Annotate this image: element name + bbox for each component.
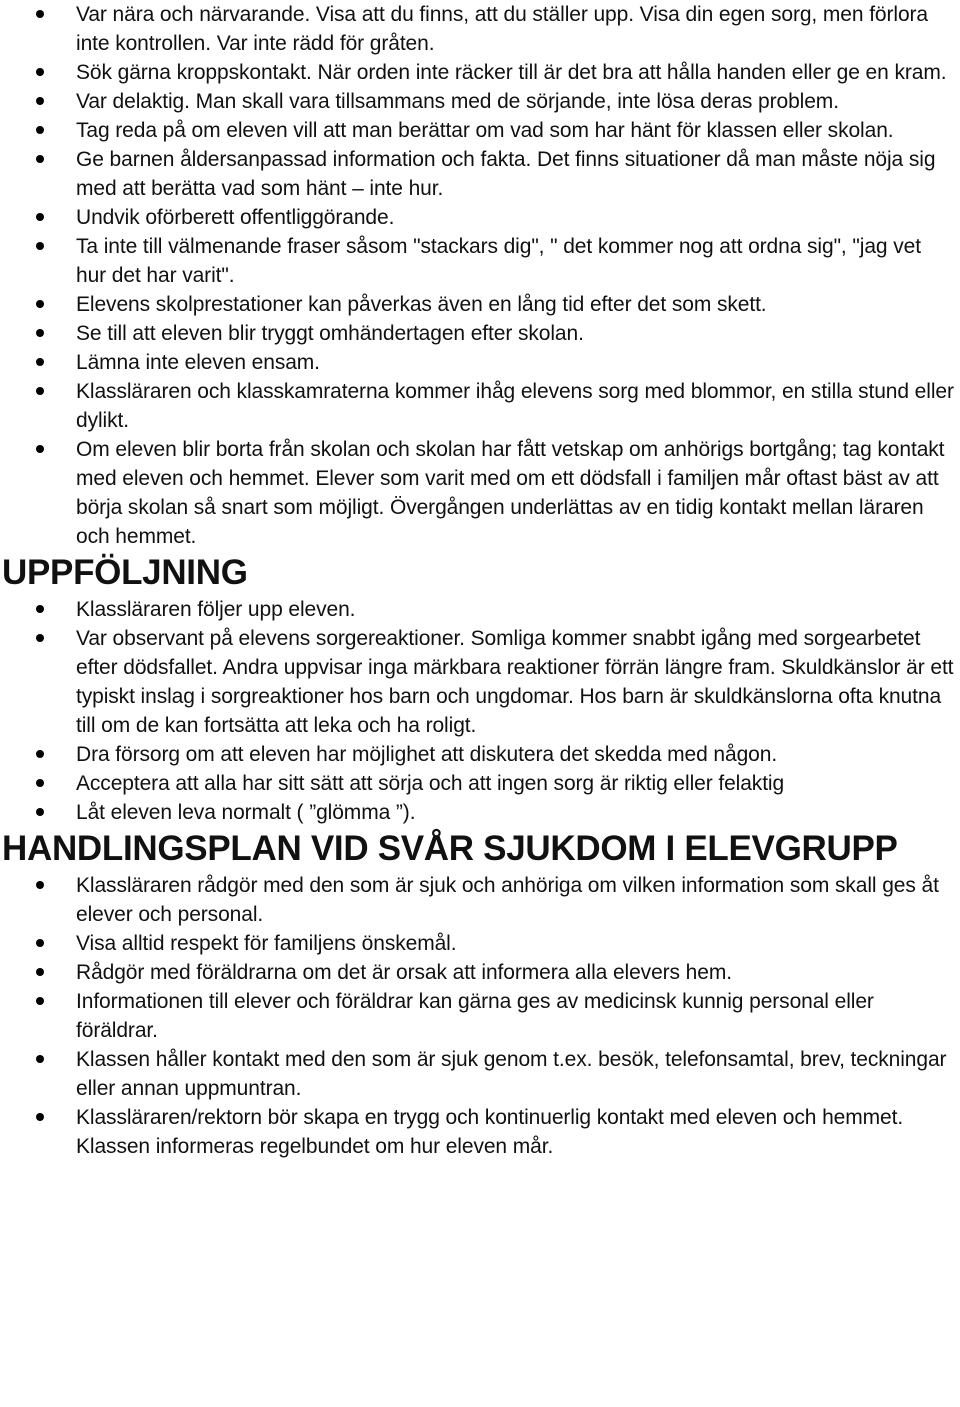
bullet-icon xyxy=(36,97,44,105)
bullet-icon xyxy=(36,10,44,18)
list-item-text: Klassläraren/rektorn bör skapa en trygg och kontinuerlig kontakt med eleven och hemmet. Klassen informeras regelbundet om hur eleven mår. xyxy=(76,1106,904,1158)
list-item xyxy=(0,871,960,929)
list-item xyxy=(0,319,960,348)
list-item-text: Rådgör med föräldrarna om det är orsak att informera alla elevers hem. xyxy=(76,961,732,984)
bullet-icon xyxy=(36,808,44,816)
bullet-icon xyxy=(36,358,44,366)
list-item xyxy=(0,87,960,116)
list-item-text: Klassläraren rådgör med den som är sjuk och anhöriga om vilken information som skall ges åt elever och personal. xyxy=(76,874,939,926)
list-item xyxy=(0,769,960,798)
bullet-icon xyxy=(36,605,44,613)
bullet-icon xyxy=(36,68,44,76)
list-item-text: Låt eleven leva normalt ( ”glömma ”). xyxy=(76,801,416,824)
bullet-icon xyxy=(36,155,44,163)
list-item-text: Dra försorg om att eleven har möjlighet att diskutera det skedda med någon. xyxy=(76,743,778,766)
list-item-text: Visa alltid respekt för familjens önskemål. xyxy=(76,932,457,955)
list-item-text: Var delaktig. Man skall vara tillsammans med de sörjande, inte lösa deras problem. xyxy=(76,90,839,113)
list-item xyxy=(0,1103,960,1161)
list-item-text: Var nära och närvarande. Visa att du finns, att du ställer upp. Visa din egen sorg, men förlora inte kontrollen. Var inte rädd för gråten. xyxy=(76,3,929,55)
bullet-icon xyxy=(36,779,44,787)
intro-bullet-list xyxy=(0,0,960,551)
list-item-text: Ge barnen åldersanpassad information och fakta. Det finns situationer då man måste nöja sig med att berätta vad som hänt – inte hur. xyxy=(76,148,936,200)
bullet-icon xyxy=(36,939,44,947)
followup-bullet-list xyxy=(0,595,960,827)
list-item-text: Klassläraren och klasskamraterna kommer ihåg elevens sorg med blommor, en stilla stund eller dylikt. xyxy=(76,380,954,432)
bullet-icon xyxy=(36,126,44,134)
list-item xyxy=(0,624,960,740)
list-item-text: Sök gärna kroppskontakt. När orden inte räcker till är det bra att hålla handen eller ge en kram. xyxy=(76,61,947,84)
list-item xyxy=(0,0,960,58)
list-item-text: Undvik oförberett offentliggörande. xyxy=(76,206,395,229)
bullet-icon xyxy=(36,1113,44,1121)
bullet-icon xyxy=(36,445,44,453)
section-heading-followup: UPPFÖLJNING xyxy=(2,553,248,592)
bullet-icon xyxy=(36,387,44,395)
list-item-text: Var observant på elevens sorgereaktioner. Somliga kommer snabbt igång med sorgearbetet efter dödsfallet. Andra uppvisar inga märkbara reaktioner förrän längre fram. Skuldkänslor är ett typiskt inslag i sorgreaktioner hos barn och ungdomar. Hos barn är skuldkänslorna ofta knutna till om de kan fortsätta att leka och ha roligt. xyxy=(76,627,954,737)
list-item-text: Om eleven blir borta från skolan och skolan har fått vetskap om anhörigs bortgång; tag kontakt med eleven och hemmet. Elever som varit med om ett dödsfall i familjen mår oftast bäst av att börja skolan så snart som möjligt. Övergången underlättas av en tidig kontakt mellan läraren och hemmet. xyxy=(76,438,945,548)
bullet-icon xyxy=(36,329,44,337)
list-item xyxy=(0,740,960,769)
bullet-icon xyxy=(36,1055,44,1063)
bullet-icon xyxy=(36,750,44,758)
list-item xyxy=(0,116,960,145)
list-item-text: Elevens skolprestationer kan påverkas även en lång tid efter det som skett. xyxy=(76,293,767,316)
list-item-text: Klassen håller kontakt med den som är sjuk genom t.ex. besök, telefonsamtal, brev, teckningar eller annan uppmuntran. xyxy=(76,1048,947,1100)
list-item-text: Tag reda på om eleven vill att man berättar om vad som har hänt för klassen eller skolan. xyxy=(76,119,894,142)
list-item xyxy=(0,145,960,203)
list-item xyxy=(0,290,960,319)
list-item xyxy=(0,1045,960,1103)
list-item-text: Ta inte till välmenande fraser såsom "stackars dig", " det kommer nog att ordna sig", "jag vet hur det har varit". xyxy=(76,235,921,287)
list-item xyxy=(0,798,960,827)
list-item-text: Klassläraren följer upp eleven. xyxy=(76,598,356,621)
list-item xyxy=(0,595,960,624)
list-item-text: Lämna inte eleven ensam. xyxy=(76,351,320,374)
bullet-icon xyxy=(36,300,44,308)
plan-bullet-list xyxy=(0,871,960,1161)
list-item xyxy=(0,435,960,551)
bullet-icon xyxy=(36,881,44,889)
bullet-icon xyxy=(36,242,44,250)
section-heading-plan: HANDLINGSPLAN VID SVÅR SJUKDOM I ELEVGRUPP xyxy=(2,829,898,868)
list-item xyxy=(0,929,960,958)
list-item xyxy=(0,58,960,87)
list-item xyxy=(0,232,960,290)
bullet-icon xyxy=(36,634,44,642)
bullet-icon xyxy=(36,968,44,976)
list-item xyxy=(0,958,960,987)
list-item xyxy=(0,348,960,377)
bullet-icon xyxy=(36,213,44,221)
list-item xyxy=(0,203,960,232)
bullet-icon xyxy=(36,997,44,1005)
list-item-text: Se till att eleven blir tryggt omhändertagen efter skolan. xyxy=(76,322,584,345)
list-item-text: Informationen till elever och föräldrar kan gärna ges av medicinsk kunnig personal eller föräldrar. xyxy=(76,990,874,1042)
list-item-text: Acceptera att alla har sitt sätt att sörja och att ingen sorg är riktig eller felaktig xyxy=(76,772,785,795)
list-item xyxy=(0,987,960,1045)
list-item xyxy=(0,377,960,435)
